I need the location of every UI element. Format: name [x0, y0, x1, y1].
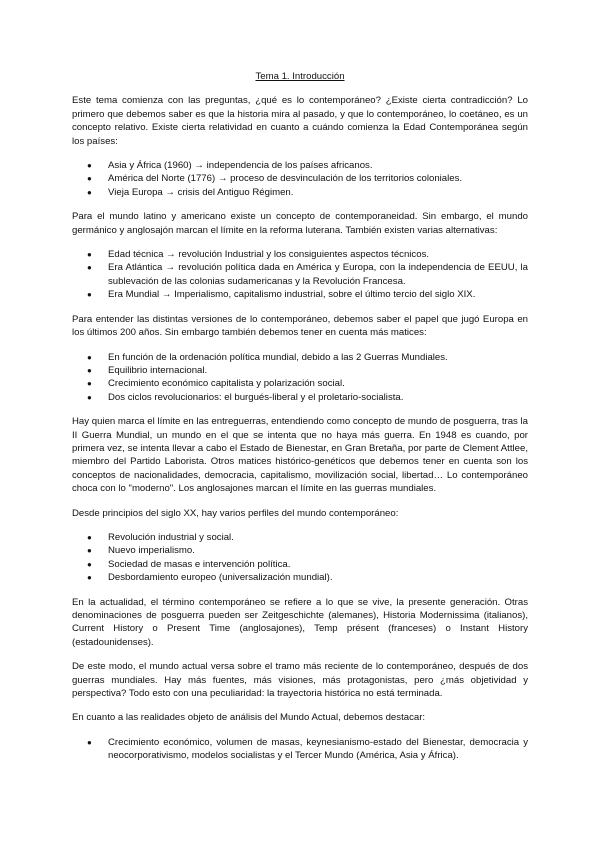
list-item	[87, 544, 528, 557]
list-item-text: Edad técnica → revolución Industrial y los consiguientes aspectos técnicos.	[108, 249, 430, 261]
list-item	[87, 391, 528, 404]
bullet-icon: ●	[87, 532, 92, 542]
list-item-text: Crecimiento económico capitalista y polarización social.	[108, 378, 345, 390]
list-profiles	[72, 531, 528, 585]
list-item	[87, 571, 528, 584]
paragraph-current-term: En la actualidad, el término contemporáneo se refiere a lo que se vive, la presente generación. Otras denominaciones de posguerra pueden ser Zeitgeschichte (alemanes), Historia Modernissima (italianos), Current History o Present Time (anglosajones), Temp présent (franceses) o Instant History (estadounidenses).	[72, 596, 528, 648]
bullet-icon: ●	[87, 174, 92, 184]
bullet-icon: ●	[87, 559, 92, 569]
paragraph-intro: Este tema comienza con las preguntas, ¿qué es lo contemporáneo? ¿Existe cierta contradicción? Lo primero que debemos saber es que la historia mira al pasado, y que lo contemporáneo, lo coetáneo, es un concepto relativo. Existe cierta relatividad en cuanto a cuándo comienza la Edad Contemporánea según los países:	[72, 95, 528, 147]
bullet-icon: ●	[87, 290, 92, 300]
paragraph-20th-century: Desde principios del siglo XX, hay varios perfiles del mundo contemporáneo:	[72, 507, 399, 519]
list-start-dates	[72, 159, 528, 199]
list-alternatives	[72, 248, 528, 302]
list-item	[87, 377, 528, 390]
bullet-icon: ●	[87, 392, 92, 402]
bullet-icon: ●	[87, 573, 92, 583]
bullet-icon: ●	[87, 737, 92, 747]
list-item-text: Vieja Europa → crisis del Antiguo Régimen.	[108, 186, 294, 198]
list-item	[87, 364, 528, 377]
list-item	[87, 248, 528, 261]
list-item	[87, 531, 528, 544]
list-item-text: Era Atlántica → revolución política dada en América y Europa, con la independencia de EEUU, la sublevación de las colonias sudamericanas y la Revolución Francesa.	[108, 262, 528, 287]
list-item-text: Desbordamiento europeo (universalización mundial).	[108, 572, 333, 584]
bullet-icon: ●	[87, 352, 92, 362]
list-item	[87, 172, 528, 185]
list-item	[87, 351, 528, 364]
bullet-icon: ●	[87, 365, 92, 375]
list-item	[87, 261, 528, 288]
list-item-text: América del Norte (1776) → proceso de desvinculación de los territorios coloniales.	[108, 173, 463, 185]
bullet-icon: ●	[87, 263, 92, 273]
list-nuances	[72, 351, 528, 405]
list-item	[87, 186, 528, 199]
page-title: Tema 1. Introducción	[255, 71, 345, 82]
list-item-text: Crecimiento económico, volumen de masas, keynesianismo-estado del Bienestar, democracia y neocorporativismo, modelos socialistas y el Tercer Mundo (América, Asia y África).	[108, 736, 528, 762]
list-item-text: Equilibrio internacional.	[108, 364, 208, 376]
bullet-icon: ●	[87, 379, 92, 389]
list-item-text: Era Mundial → Imperialismo, capitalismo industrial, sobre el último tercio del siglo XIX.	[108, 289, 476, 301]
paragraph-europe-role: Para entender las distintas versiones de lo contemporáneo, debemos saber el papel que jugó Europa en los últimos 200 años. Sin embargo también debemos tener en cuenta más matices:	[72, 313, 528, 339]
bullet-icon: ●	[87, 250, 92, 260]
list-item	[87, 736, 528, 763]
list-item-text: Revolución industrial y social.	[108, 531, 234, 543]
paragraph-interwar: Hay quien marca el límite en las entreguerras, entendiendo como concepto de mundo de posguerra, tras la II Guerra Mundial, un mundo en el que se intenta que no haya más guerra. En 1948 es cuando, por primera vez, se intenta llevar a cabo el Estado de Bienestar, en Gran Bretaña, por parte de Clement Attlee, miembro del Partido Laborista. Otros matices histórico-genéticos que debemos tener en cuenta son los conceptos de nacionalidades, democracia, capitalismo, movilización social, libertad… Lo contemporáneo choca con lo "moderno". Los anglosajones marcan el límite en las guerras mundiales.	[72, 416, 528, 495]
list-item-text: Nuevo imperialismo.	[108, 545, 195, 557]
bullet-icon: ●	[87, 546, 92, 556]
paragraph-current-world: De este modo, el mundo actual versa sobre el tramo más reciente de lo contemporáneo, después de dos guerras mundiales. Hay más fuentes, más visiones, más protagonistas, pero ¿más objetividad y perspectiva? Todo esto con una peculiaridad: la trayectoria histórica no está terminada.	[72, 661, 528, 700]
bullet-icon: ●	[87, 161, 92, 171]
bullet-icon: ●	[87, 187, 92, 197]
list-item-text: Dos ciclos revolucionarios: el burgués-liberal y el proletario-socialista.	[108, 391, 404, 403]
list-realities	[72, 736, 528, 763]
list-item	[87, 288, 528, 301]
list-item-text: En función de la ordenación política mundial, debido a las 2 Guerras Mundiales.	[108, 351, 448, 363]
list-item	[87, 558, 528, 571]
paragraph-alternatives: Para el mundo latino y americano existe un concepto de contemporaneidad. Sin embargo, el mundo germánico y anglosajón marcan el límite en la reforma luterana. También existen varias alternativas:	[72, 211, 528, 236]
paragraph-realities: En cuanto a las realidades objeto de análisis del Mundo Actual, debemos destacar:	[72, 712, 426, 724]
list-item-text: Sociedad de masas e intervención política.	[108, 558, 291, 570]
list-item	[87, 159, 528, 172]
list-item-text: Asia y África (1960) → independencia de los países africanos.	[108, 160, 373, 172]
